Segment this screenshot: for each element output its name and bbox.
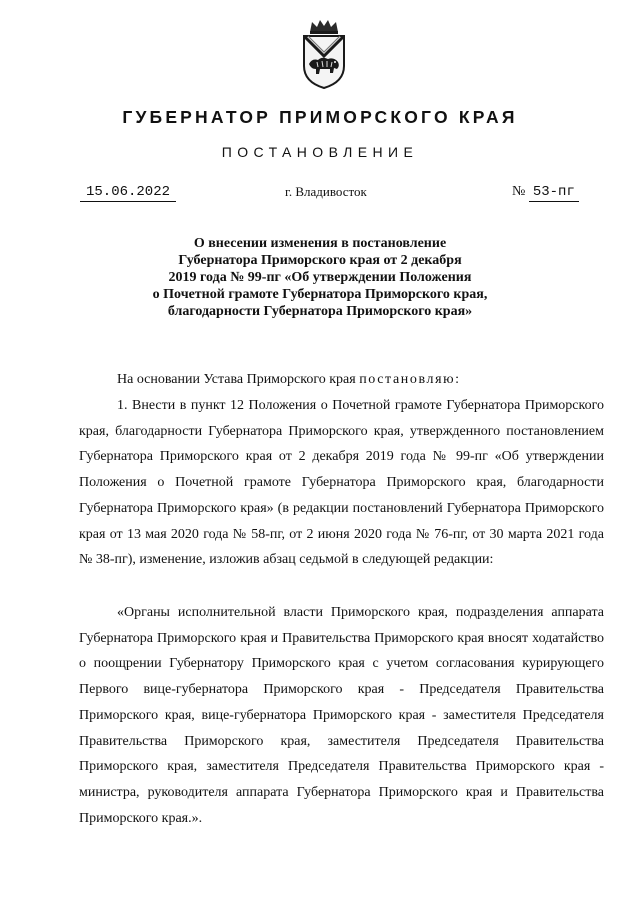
document-type: ПОСТАНОВЛЕНИЕ (221, 144, 419, 160)
primorsky-krai-coat-of-arms-icon (298, 18, 350, 90)
basis-end: : (455, 372, 460, 387)
item-1-paragraph (79, 393, 604, 573)
subject-line: благодарности Губернатора Приморского края» (167, 304, 473, 319)
number-sign: № (512, 184, 526, 199)
document-date: 15.06.2022 (80, 183, 176, 202)
basis-action: постановляю (359, 372, 456, 387)
document-number-field (512, 183, 579, 202)
subject-line: 2019 года № 99-пг «Об утверждении Положения (168, 270, 472, 285)
quoted-paragraph (79, 600, 604, 831)
subject-line: Губернатора Приморского края от 2 декабря (178, 253, 462, 268)
basis-paragraph (79, 367, 604, 393)
subject-line: О внесении изменения в постановление (193, 236, 447, 251)
document-subject (120, 235, 520, 320)
item-1-text: 1. Внести в пункт 12 Положения о Почетной грамоте Губернатора Приморского края, благодарности Губернатора Приморского края, утвержденного постановлением Губернатора Приморского края от 2 декабря 2019 года № 99-пг «Об утверждении Положения о Почетной грамоте Губернатора Приморского края, благодарности Губернатора Приморского края» (в редакции постановлений Губернатора Приморского края от 13 мая 2020 года № 58-пг, от 2 июня 2020 года № 76-пг, от 30 марта 2021 года № 38-пг), изменение, изложив абзац седьмой в следующей редакции: (79, 398, 604, 568)
basis-lead: На основании Устава Приморского края (117, 372, 360, 387)
subject-line: о Почетной грамоте Губернатора Приморского края, (152, 287, 488, 302)
authority-title: ГУБЕРНАТОР ПРИМОРСКОГО КРАЯ (122, 107, 518, 127)
quoted-text: «Органы исполнительной власти Приморского края, подразделения аппарата Губернатора Приморского края и Правительства Приморского края вносят ходатайство о поощрении Губернатору Приморского края с учетом согласования курирующего Первого вице-губернатора Приморского края - Председателя Правительства Приморского края, вице-губернатора Приморского края - заместителя Председателя Правительства Приморского края, заместителя Председателя Правительства Приморского края, заместителя Председателя Правительства Приморского края - министра, руководителя аппарата Губернатора Приморского края и Правительства Приморского края.». (79, 605, 604, 826)
document-number: 53-пг (529, 183, 579, 202)
document-city: г. Владивосток (285, 184, 367, 199)
document-meta (80, 183, 580, 205)
